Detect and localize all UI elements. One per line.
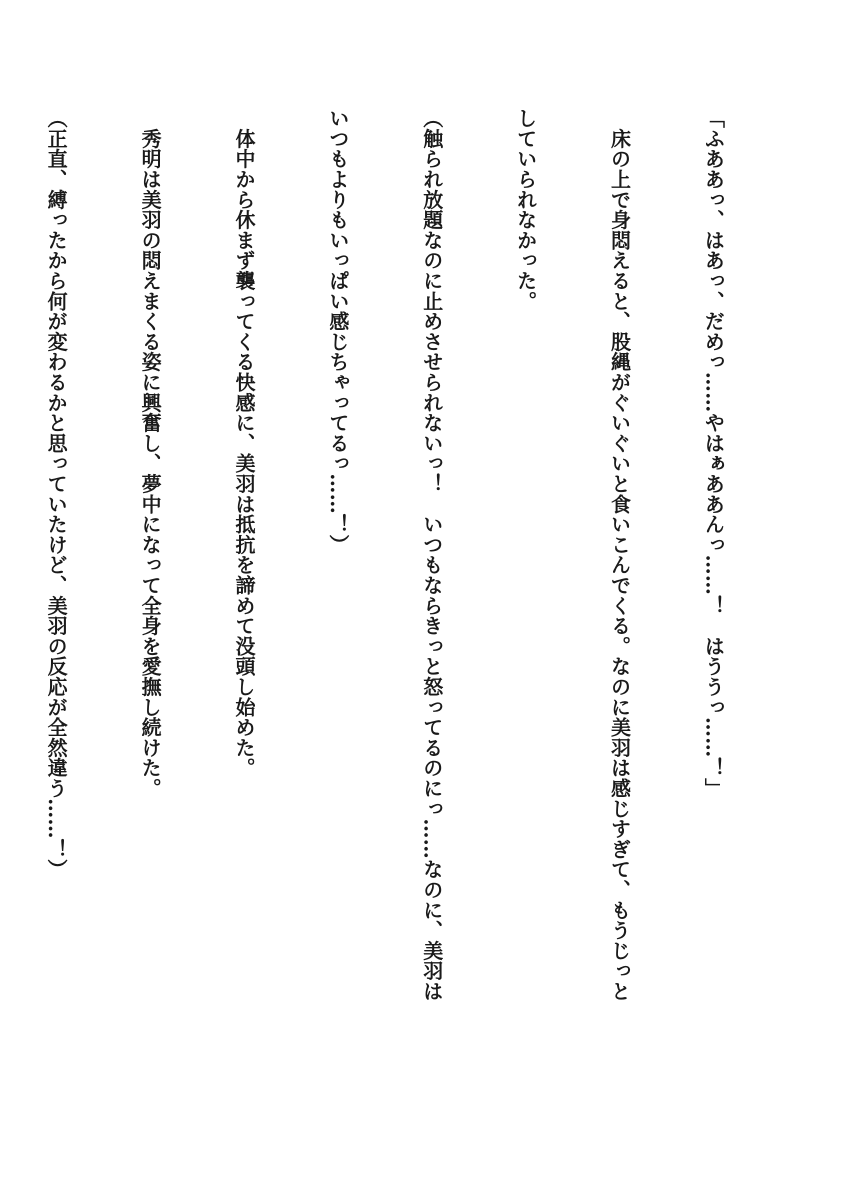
text-line: していられなかった。: [513, 108, 538, 311]
text-line: 床の上で身悶えると、股縄がぐいぐいと食いこんでくる。なのに美羽は感じすぎて、もうじっと: [607, 108, 632, 1002]
text-line: 秀明は美羽の悶えまくる姿に興奮し、夢中になって全身を愛撫し続けた。: [138, 108, 163, 799]
text-line: （正直、縛ったから何が変わるかと思っていたけど、美羽の反応が全然違う……！）: [44, 108, 69, 880]
text-line: （触られ放題なのに止めさせられないっ！ いつもならきっと怒ってるのにっ……なのに、美羽は: [419, 108, 444, 1002]
text-line: いつもよりもいっぱい感じちゃってるっ……！）: [325, 108, 350, 555]
vertical-text-body: [0, 108, 791, 1108]
text-line: 体中から休まず襲ってくる快感に、美羽は抵抗を諦めて没頭し始めた。: [231, 108, 256, 778]
text-line: 「ふああっ、はあっ、だめっ……やはぁああんっ……！ はううっ……！」: [701, 108, 726, 799]
